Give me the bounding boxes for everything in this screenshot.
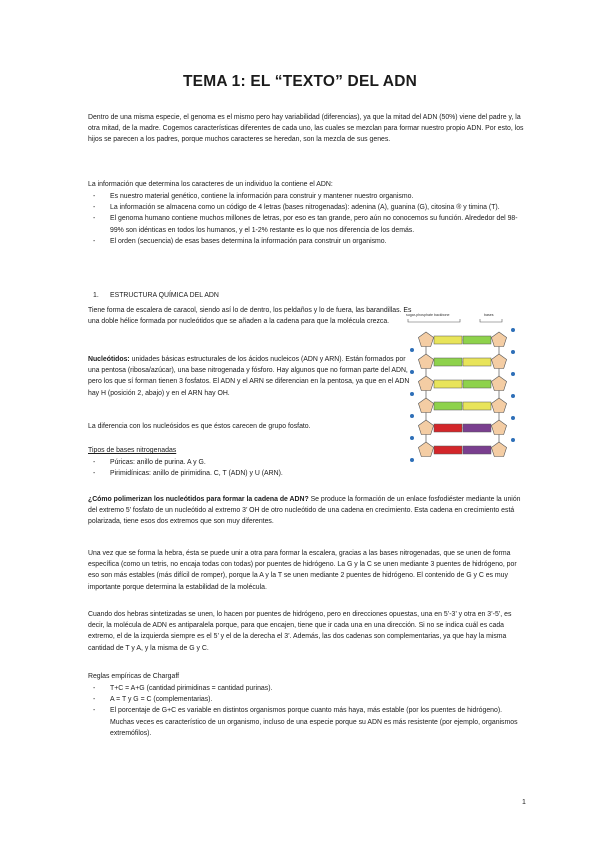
backbone-bracket — [408, 319, 460, 322]
base-block-left — [434, 402, 462, 410]
base-block-right — [463, 380, 491, 388]
base-block-right — [463, 446, 491, 454]
bases-bracket — [480, 319, 502, 322]
phosphate-dot — [511, 438, 515, 442]
nucleotides-text: unidades básicas estructurales de los ácidos nucleicos (ADN y ARN). Están formados por una pentosa (ribosa/azúcar), una base nitrogenada y fósforo. Hay algunos que no forman parte del ADN, pero los que sí forman tienen 3 fosfatos. El ADN y el ARN se diferencian en la pentosa, ya que en el ADN hay H (posición 2, abajo) y en el ARN hay OH. — [88, 356, 410, 397]
list-item: - Púricas: anillo de purina. A y G. — [93, 457, 408, 468]
bases-heading: Tipos de bases nitrogenadas — [88, 447, 177, 454]
polymer-question: ¿Cómo polimerizan los nucleótidos para formar la cadena de ADN? — [88, 496, 309, 503]
sugar-pentagon — [491, 354, 506, 369]
phosphate-dot — [410, 458, 414, 462]
nucleotides-paragraph — [88, 354, 413, 399]
sugar-pentagon — [491, 332, 506, 347]
sugar-pentagon — [418, 442, 433, 457]
dna-structure-figure — [400, 302, 525, 477]
base-block-left — [434, 446, 462, 454]
list-item: - El orden (secuencia) de esas bases determina la información para construir un organismo. — [93, 236, 524, 247]
sugar-pentagon — [418, 420, 433, 435]
strands-paragraph: Cuando dos hebras sintetizadas se unen, lo hacen por puentes de hidrógeno, pero en direcciones opuestas, una en 5’-3’ y otra en 3’-5’, es decir, la molécula de ADN es antiparalela porque, para que encajen, tiene que ir cada una en una dirección. Si no se indica cuál es cada extremo, el de la izquierda siempre es el 5’ y el de la derecha el 3’. Además, las dos cadenas son complementarias, ya que hay la misma cantidad de T y A, y la misma de G y C. — [88, 611, 512, 652]
base-block-left — [434, 358, 462, 366]
sugar-pentagon — [418, 398, 433, 413]
polymer-text: Se produce la formación de un enlace fosfodiéster mediante la unión del extremo 5’ fosfato de un nucleótido al extremo 3’ OH de otro nucleótido de una cadena en crecimiento. Esta cadena en crecimiento está polarizada, tiene esos dos extremos que son muy diferentes. — [88, 496, 521, 526]
sugar-pentagon — [491, 420, 506, 435]
phosphate-dot — [511, 394, 515, 398]
phosphate-dot — [511, 416, 515, 420]
page-number: 1 — [522, 799, 526, 806]
info-heading: La información que determina los caracteres de un individuo la contiene el ADN: — [88, 181, 333, 188]
base-block-right — [463, 402, 491, 410]
base-block-right — [463, 424, 491, 432]
list-item: - Es nuestro material genético, contiene la información para construir y mantener nuestro organismo. — [93, 191, 524, 202]
phosphate-dot — [511, 372, 515, 376]
ladder-paragraph: Una vez que se forma la hebra, ésta se puede unir a otra para formar la escalera, gracias a las bases nitrogenadas, que se unen de forma específica (como un tetris, no encaja todas con todas) por puentes de hidrógeno. La G y la C se unen mediante 3 puentes de hidrógeno, por eso son más estables (más difícil de romper), porque la A y la T se unen mediante 2 puentes de hidrógeno. El contenido de G y C es muy importante porque determina la estabilidad de la molécula. — [88, 550, 517, 591]
base-block-left — [434, 336, 462, 344]
phosphate-dot — [410, 370, 414, 374]
bases-list — [93, 457, 408, 479]
section-number: 1. — [93, 292, 99, 299]
phosphate-dot — [410, 414, 414, 418]
list-item: - El genoma humano contiene muchos millones de letras, por eso es tan grande, pero aún no conocemos su función. Alrededor del 98-99% son idénticas en todos los humanos, y el 1-2% restante es lo que nos diferencia de los demás. — [93, 213, 524, 235]
sugar-pentagon — [491, 398, 506, 413]
base-block-left — [434, 380, 462, 388]
phosphate-dot — [511, 350, 515, 354]
page-title: TEMA 1: EL “TEXTO” DEL ADN — [183, 73, 417, 90]
base-block-right — [463, 358, 491, 366]
section-title: ESTRUCTURA QUÍMICA DEL ADN — [110, 292, 219, 299]
sugar-pentagon — [491, 442, 506, 457]
section-heading — [93, 292, 219, 299]
list-item: - A = T y G = C (complementarias). — [93, 694, 524, 705]
sugar-pentagon — [418, 332, 433, 347]
sugar-pentagon — [491, 376, 506, 391]
list-item: - Pirimidínicas: anillo de pirimidina. C, T (ADN) y U (ARN). — [93, 468, 408, 479]
figure-label-bases: bases — [484, 313, 494, 317]
figure-label-backbone: sugar-phosphate backbone — [406, 313, 450, 317]
info-list — [93, 191, 524, 247]
base-block-right — [463, 336, 491, 344]
sugar-pentagon — [418, 354, 433, 369]
phosphate-dot — [410, 348, 414, 352]
phosphate-dot — [410, 436, 414, 440]
list-item: - T+C = A+G (cantidad pirimidinas = cantidad purinas). — [93, 683, 524, 694]
nucleotides-label: Nucleótidos: — [88, 356, 130, 363]
structure-paragraph: Tiene forma de escalera de caracol, siendo así lo de dentro, los peldaños y lo de fuera, las barandillas. Es una doble hélice formada por nucleótidos que se añaden a la cadena para que la molécula crezca. — [88, 307, 412, 326]
polymer-paragraph — [88, 494, 526, 528]
list-item: - La información se almacena como un código de 4 letras (bases nitrogenadas): adenina (A), guanina (G), citosina ® y timina (T). — [93, 202, 524, 213]
difference-paragraph: La diferencia con los nucleósidos es que éstos carecen de grupo fosfato. — [88, 423, 311, 430]
chargaff-list — [93, 683, 524, 739]
intro-paragraph: Dentro de una misma especie, el genoma es el mismo pero hay variabilidad (diferencias), ya que la mitad del ADN (50%) viene del padre y, la otra mitad, de la madre. Cogemos características diferentes de cada uno, las cuales se mezclan para formar nuestro propio ADN. Por esto, los hijos se parecen a los padres, porque muchos caracteres se heredan, son la mezcla de sus genes. — [88, 114, 524, 144]
chargaff-heading: Reglas empíricas de Chargaff — [88, 673, 180, 680]
list-item: - El porcentaje de G+C es variable en distintos organismos porque cuanto más haya, más estable (por los puentes de hidrógeno). Muchas veces es característico de un organismo, incluso de una especie porque su ADN es más resistente (por ejemplo, organismos extremófilos). — [93, 705, 524, 739]
base-block-left — [434, 424, 462, 432]
sugar-pentagon — [418, 376, 433, 391]
phosphate-dot — [410, 392, 414, 396]
phosphate-dot — [511, 328, 515, 332]
